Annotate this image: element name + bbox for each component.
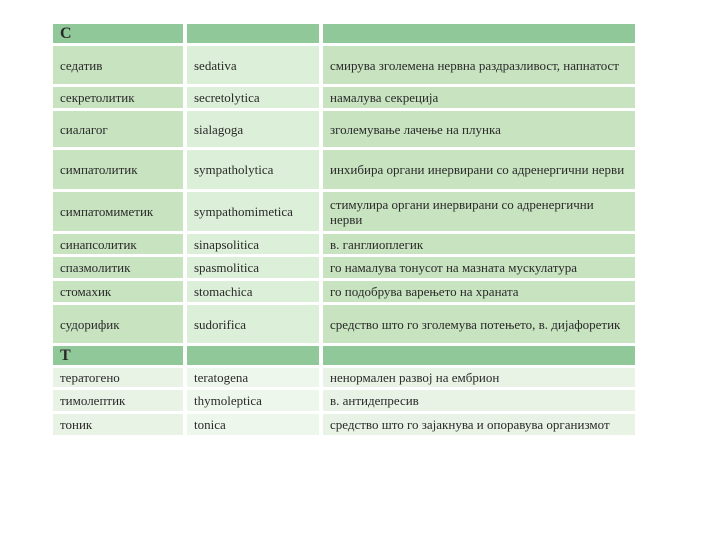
term-cell: судорифик	[53, 305, 187, 346]
latin-cell: sinapsolitica	[187, 234, 323, 257]
table-row	[53, 192, 635, 234]
section-header-empty	[323, 24, 635, 46]
table-row	[53, 111, 635, 150]
term-cell: тоник	[53, 414, 187, 438]
term-cell: синапсолитик	[53, 234, 187, 257]
section-header-empty	[187, 24, 323, 46]
meaning-cell: средство што го зајакнува и опоравува организмот	[323, 414, 635, 438]
table-row	[53, 150, 635, 192]
table-row	[53, 257, 635, 281]
table-row	[53, 390, 635, 414]
latin-cell: sympathomimetica	[187, 192, 323, 234]
term-cell: тимолептик	[53, 390, 187, 414]
meaning-cell: смирува зголемена нервна раздразливост, напнатост	[323, 46, 635, 87]
section-letter: С	[53, 24, 187, 46]
latin-cell: secretolytica	[187, 87, 323, 111]
section-header-empty	[323, 346, 635, 368]
table-row	[53, 281, 635, 305]
meaning-cell: намалува секреција	[323, 87, 635, 111]
section-header-t	[53, 346, 635, 368]
meaning-cell: го подобрува варењето на храната	[323, 281, 635, 305]
latin-cell: teratogena	[187, 368, 323, 390]
meaning-cell: в. антидепресив	[323, 390, 635, 414]
term-cell: стомахик	[53, 281, 187, 305]
meaning-cell: стимулира органи инервирани со адренергични нерви	[323, 192, 635, 234]
table-row	[53, 414, 635, 438]
term-cell: седатив	[53, 46, 187, 87]
term-cell: секретолитик	[53, 87, 187, 111]
section-header-s	[53, 24, 635, 46]
term-cell: тератогено	[53, 368, 187, 390]
table-row	[53, 305, 635, 346]
latin-cell: thymoleptica	[187, 390, 323, 414]
section-header-empty	[187, 346, 323, 368]
section-letter: Т	[53, 346, 187, 368]
table-row	[53, 368, 635, 390]
latin-cell: stomachica	[187, 281, 323, 305]
meaning-cell: ненормален развој на ембрион	[323, 368, 635, 390]
meaning-cell: средство што го зголемува потењето, в. дијафоретик	[323, 305, 635, 346]
meaning-cell: зголемување лачење на плунка	[323, 111, 635, 150]
latin-cell: spasmolitica	[187, 257, 323, 281]
latin-cell: sialagoga	[187, 111, 323, 150]
term-cell: сиалагог	[53, 111, 187, 150]
term-cell: симпатолитик	[53, 150, 187, 192]
latin-cell: sedativa	[187, 46, 323, 87]
table-row	[53, 46, 635, 87]
latin-cell: sympatholytica	[187, 150, 323, 192]
table-row	[53, 87, 635, 111]
term-cell: симпатомиметик	[53, 192, 187, 234]
latin-cell: tonica	[187, 414, 323, 438]
term-cell: спазмолитик	[53, 257, 187, 281]
latin-cell: sudorifica	[187, 305, 323, 346]
glossary-table	[53, 24, 635, 438]
table-row	[53, 234, 635, 257]
meaning-cell: го намалува тонусот на мазната мускулатура	[323, 257, 635, 281]
meaning-cell: инхибира органи инервирани со адренергични нерви	[323, 150, 635, 192]
meaning-cell: в. ганглиоплегик	[323, 234, 635, 257]
